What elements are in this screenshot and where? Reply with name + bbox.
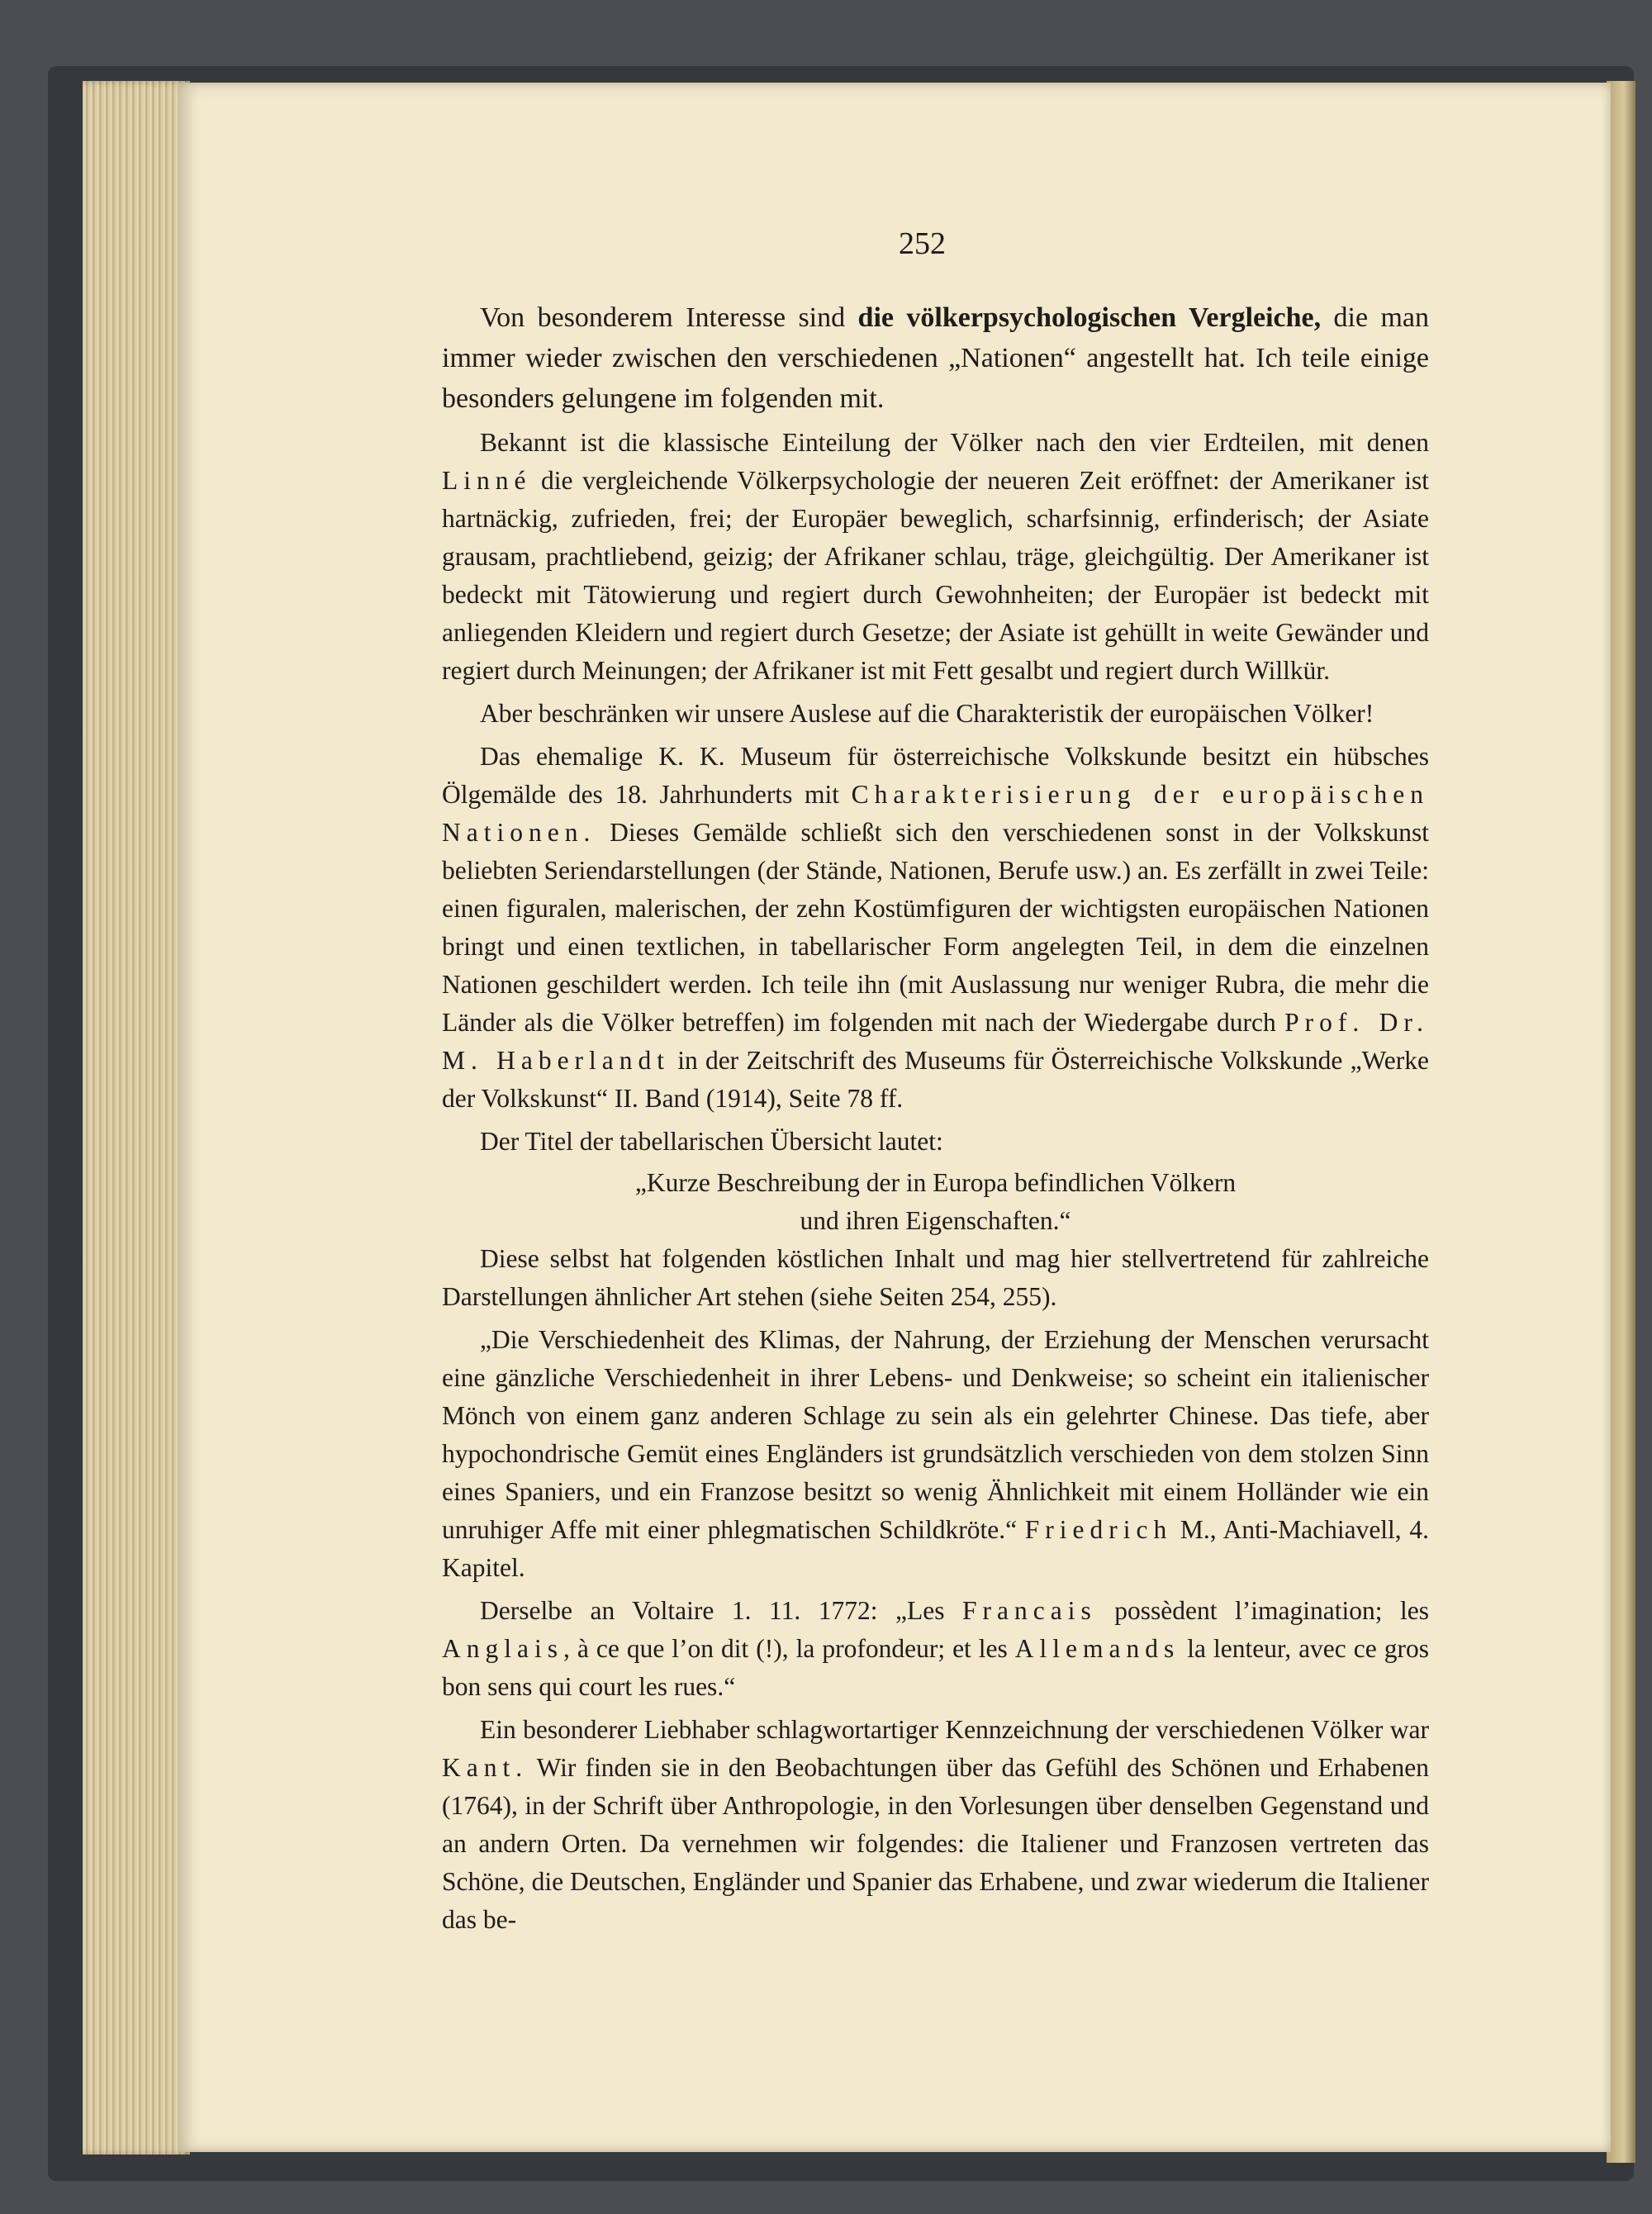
paragraph-3 (442, 695, 1429, 733)
body-text (442, 297, 1429, 1939)
spaced-word-francais: Francais (962, 1596, 1097, 1625)
text-run: , à ce que l’on dit (!), la profondeur; et les (563, 1634, 1015, 1663)
text-run: Ein besonderer Liebhaber schlagwortartiger Kennzeichnung der verschiedenen Völker war (480, 1715, 1429, 1744)
text-run: Das ehemalige K. K. Museum für österreichische Volkskunde besitzt ein hübsches Ölgemälde des 18. Jahrhunderts mit (442, 742, 1429, 809)
text-run: Dieses Gemälde schließt sich den verschiedenen sonst in der Volkskunst beliebten Seriendarstellungen (der Stände, Nationen, Berufe usw.) an. Es zerfällt in zwei Teile: einen figuralen, malerischen, der zehn Kostümfiguren der wichtigsten europäischen Nationen bringt und einen textlichen, in tabellarischer Form angelegten Teil, in dem die einzelnen Nationen geschildert werden. Ich teile ihn (mit Auslassung nur weniger Rubra, die mehr die Länder als die Völker betreffen) im folgenden mit nach der Wiedergabe durch (442, 818, 1429, 1037)
paragraph-1 (442, 297, 1429, 419)
text-run: Bekannt ist die klassische Einteilung der Völker nach den vier Erdteilen, mit denen (480, 428, 1429, 457)
quoted-title (442, 1164, 1429, 1240)
text-run: „Die Verschiedenheit des Klimas, der Nahrung, der Erziehung der Menschen verursacht eine gänzliche Verschiedenheit in ihrer Lebens- und Denkweise; so scheint ein italienischer Mönch von einem ganz anderen Schlage zu sein als ein gelehrter Chinese. Das tiefe, aber hypochondrische Gemüt eines Engländers ist grundsätzlich verschieden von dem stolzen Sinn eines Spaniers, und ein Franzose besitzt so wenig Ähnlichkeit mit einem Holländer wie ein unruhiger Affe mit einer phlegmatischen Schildkröte.“ (442, 1325, 1429, 1544)
text-run: in der Zeitschrift des Museums für Österreichische Volkskunde „Werke der Volkskunst“ II. Band (1914), Seite 78 ff. (442, 1046, 1429, 1113)
spaced-name-friedrich: Friedrich (1024, 1515, 1173, 1544)
text-run: Der Titel der tabellarischen Übersicht lautet: (480, 1127, 943, 1156)
spaced-name-linne: Linné (442, 466, 532, 495)
paragraph-8 (442, 1592, 1429, 1706)
bold-phrase: die völkerpsychologischen Vergleiche, (857, 302, 1322, 333)
spaced-phrase: Charakterisierung der europäischen Nationen. (442, 780, 1429, 847)
text-run: die man immer wieder zwischen den verschiedenen „Nationen“ angestellt hat. Ich teile einige besonders gelungene im folgenden mit. (442, 302, 1429, 414)
paragraph-4 (442, 738, 1429, 1118)
paragraph-7 (442, 1321, 1429, 1587)
text-run: la lenteur, avec ce gros bon sens qui court les rues.“ (442, 1634, 1429, 1701)
spaced-name-haberlandt: Prof. Dr. M. Haberlandt (442, 1008, 1429, 1075)
text-run: die vergleichende Völkerpsychologie der neueren Zeit eröffnet: der Amerikaner ist hartnäckig, zufrieden, frei; der Europäer beweglich, scharfsinnig, erfinderisch; der Asiate grausam, prachtliebend, geizig; der Afrikaner schlau, träge, gleichgültig. Der Amerikaner ist bedeckt mit Tätowierung und regiert durch Gewohnheiten; der Europäer ist bedeckt mit anliegenden Kleidern und regiert durch Gesetze; der Asiate ist gehüllt in weite Gewänder und regiert durch Meinungen; der Afrikaner ist mit Fett gesalbt und regiert durch Willkür. (442, 466, 1429, 685)
paragraph-6 (442, 1240, 1429, 1316)
spaced-name-kant: Kant. (442, 1753, 529, 1782)
text-run: Diese selbst hat folgenden köstlichen Inhalt und mag hier stellvertretend für zahlreiche Darstellungen ähnlicher Art stehen (siehe Seiten 254, 255). (442, 1244, 1429, 1311)
spaced-word-allemands: Allemands (1014, 1634, 1180, 1663)
quoted-title-line-2: und ihren Eigenschaften.“ (800, 1206, 1071, 1235)
text-run: Aber beschränken wir unsere Auslese auf die Charakteristik der europäischen Völker! (480, 699, 1374, 728)
text-run: possèdent l’imagination; les (1096, 1596, 1430, 1625)
quoted-title-line-1: „Kurze Beschreibung der in Europa befindlichen Völkern (634, 1168, 1237, 1197)
text-run: M., Anti-Machiavell, 4. Kapitel. (442, 1515, 1429, 1582)
paragraph-5 (442, 1123, 1429, 1161)
text-run: Derselbe an Voltaire 1. 11. 1772: „Les (480, 1596, 963, 1625)
paragraph-9 (442, 1711, 1429, 1939)
text-run: Wir finden sie in den Beobachtungen über das Gefühl des Schönen und Erhabenen (1764), in der Schrift über Anthropologie, in den Vorlesungen über denselben Gegenstand und an andern Orten. Da vernehmen wir folgendes: die Italiener und Franzosen vertreten das Schöne, die Deutschen, Engländer und Spanier das Erhabene, und zwar wiederum die Italiener das be- (442, 1753, 1429, 1934)
paragraph-2 (442, 424, 1429, 690)
right-page-edge (1607, 81, 1635, 2163)
spaced-word-anglais: Anglais (442, 1634, 563, 1663)
text-run: Von besonderem Interesse sind (480, 302, 858, 333)
page-edges (83, 81, 190, 2155)
page-number: 252 (899, 226, 946, 261)
